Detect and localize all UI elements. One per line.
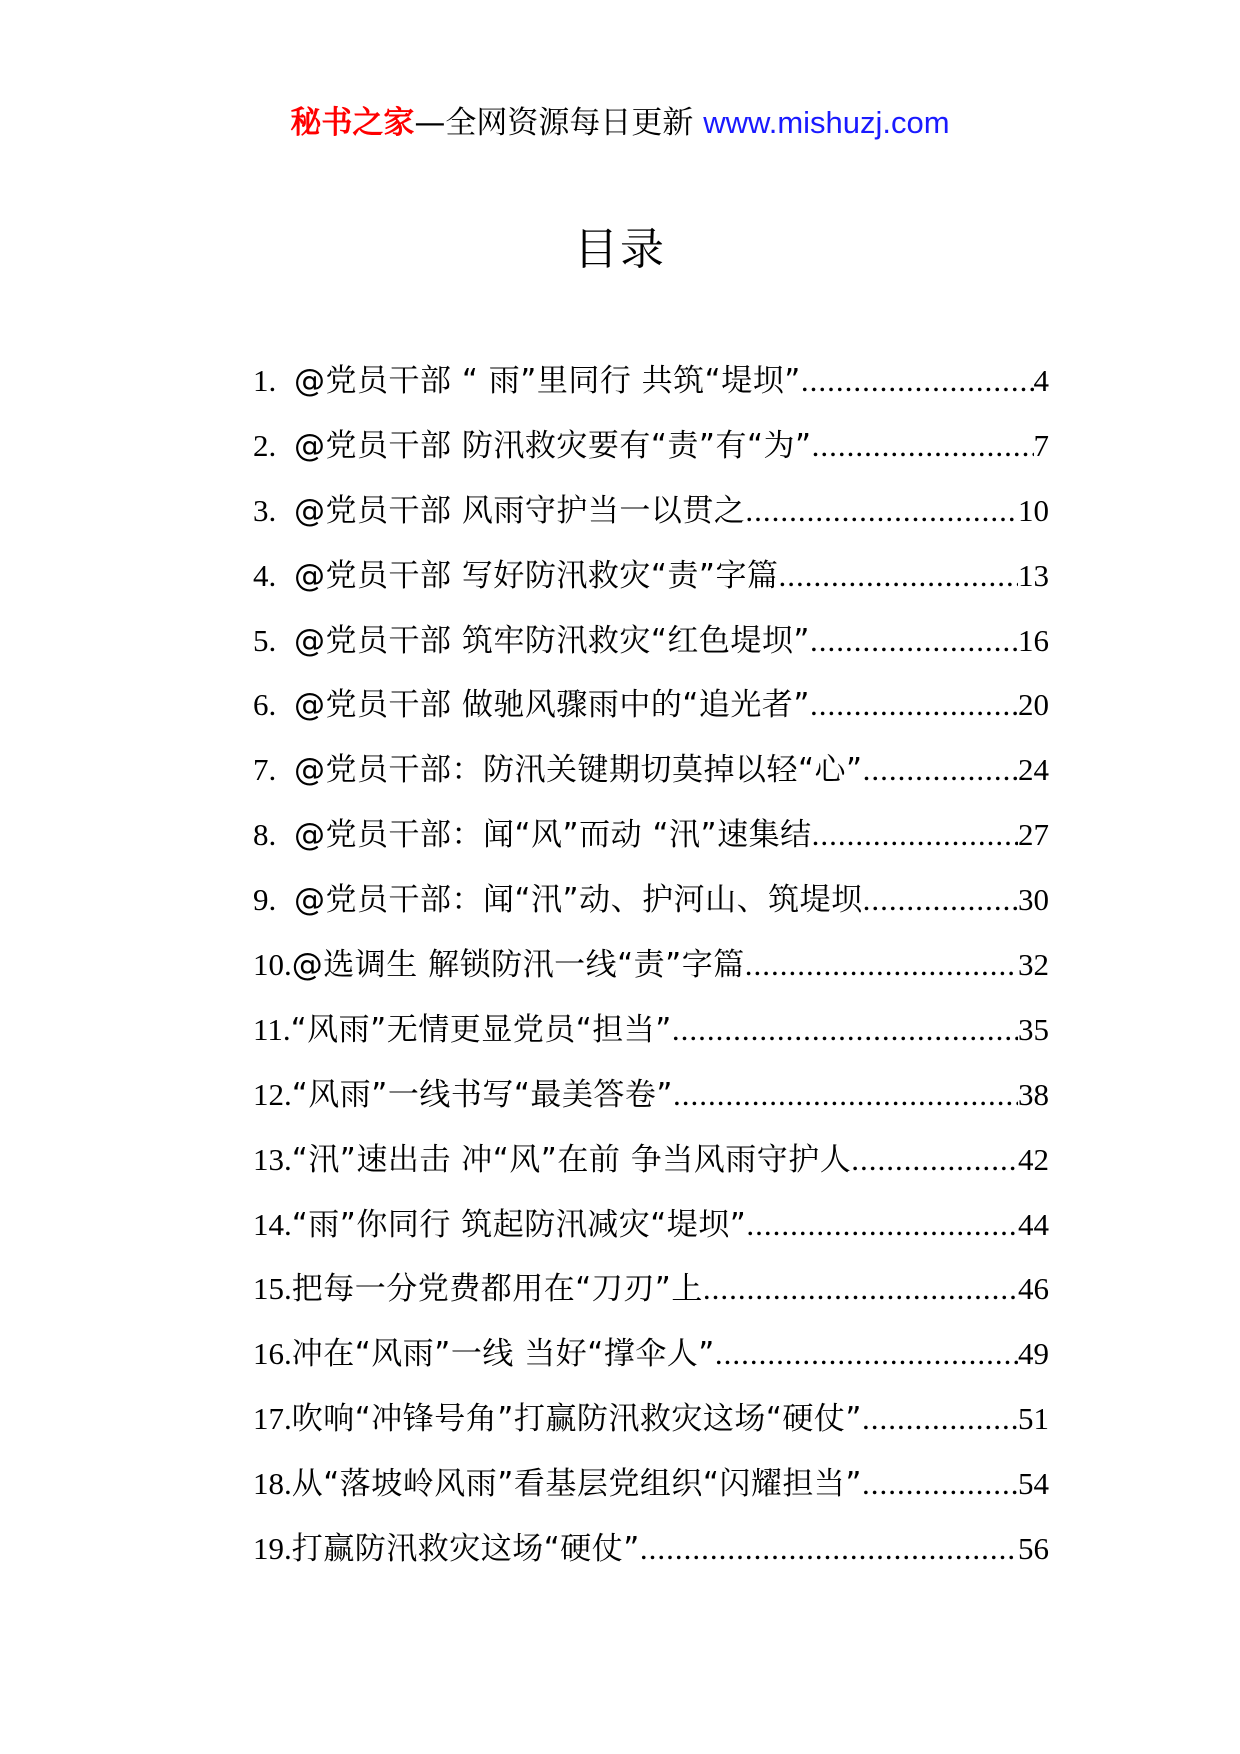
toc-entry-number: 7. [253, 752, 277, 788]
toc-entry-number: 2. [253, 427, 277, 463]
toc-dot-leader [672, 1007, 1018, 1053]
toc-entry-title: @党员干部：防汛关键期切莫掉以轻“心” [294, 752, 863, 789]
toc-entry-page: 56 [1018, 1531, 1049, 1567]
toc-entry-page: 13 [1018, 557, 1049, 593]
toc-entry[interactable] [253, 1461, 1049, 1526]
toc-entry-title: @党员干部 防汛救灾要有“责”有“为” [294, 427, 812, 464]
header-tagline: —全网资源每日更新 [414, 105, 694, 141]
toc-entry[interactable] [253, 358, 1049, 423]
toc-entry-page: 42 [1018, 1141, 1049, 1177]
toc-entry-title: 打赢防汛救灾这场“硬仗” [291, 1531, 640, 1568]
toc-entry-number: 5. [253, 622, 277, 658]
toc-entry-page: 7 [1033, 427, 1049, 463]
toc-entry-page: 16 [1018, 622, 1049, 658]
toc-entry[interactable] [253, 812, 1049, 877]
toc-entry-number: 1. [253, 363, 277, 398]
toc-entry-title: 把每一分党费都用在“刀刃”上 [291, 1271, 703, 1308]
toc-entry-page: 54 [1018, 1466, 1049, 1502]
toc-entry-title: @党员干部 筑牢防汛救灾“红色堤坝” [294, 622, 810, 659]
toc-dot-leader [851, 1137, 1018, 1183]
toc-entry-page: 46 [1018, 1271, 1049, 1307]
toc-dot-leader [863, 877, 1018, 923]
toc-entry-number: 17. [253, 1401, 292, 1437]
toc-entry-page: 24 [1018, 752, 1049, 788]
brand-name: 秘书之家 [290, 105, 415, 141]
toc-entry-page: 51 [1018, 1401, 1049, 1437]
toc-entry[interactable] [253, 1331, 1049, 1396]
toc-entry-title: “汛”速出击 冲“风”在前 争当风雨守护人 [291, 1141, 852, 1178]
toc-entry[interactable] [253, 553, 1049, 618]
page-title: 目录 [574, 224, 666, 275]
toc-entry-title: @党员干部 写好防汛救灾“责”字篇 [294, 557, 779, 594]
toc-dot-leader [673, 1072, 1018, 1118]
toc-entry-number: 10. [253, 947, 292, 983]
toc-dot-leader [862, 1461, 1018, 1507]
toc-dot-leader [863, 747, 1018, 793]
toc-entry-number: 16. [253, 1336, 292, 1372]
toc-entry-page: 35 [1018, 1011, 1049, 1047]
toc-dot-leader [812, 423, 1034, 469]
toc-dot-leader [778, 553, 1018, 599]
toc-entry-number: 14. [253, 1206, 292, 1242]
toc-entry-title: 冲在“风雨”一线 当好“撑伞人” [291, 1336, 715, 1373]
toc-entry-page: 44 [1018, 1206, 1049, 1242]
toc-entry-number: 19. [253, 1531, 292, 1567]
toc-entry-number: 9. [253, 882, 277, 918]
toc-entry-page: 30 [1018, 882, 1049, 918]
toc-entry[interactable] [253, 1526, 1049, 1591]
toc-entry-title: 吹响“冲锋号角”打赢防汛救灾这场“硬仗” [291, 1401, 862, 1438]
toc-dot-leader [745, 942, 1018, 988]
toc-dot-leader [810, 618, 1018, 664]
toc-entry-page: 27 [1018, 817, 1049, 853]
toc-entry-number: 8. [253, 817, 277, 853]
table-of-contents [253, 358, 1049, 1591]
toc-dot-leader [715, 1331, 1018, 1377]
toc-entry-number: 15. [253, 1271, 292, 1307]
toc-dot-leader [810, 682, 1018, 728]
site-header [0, 100, 1240, 146]
toc-dot-leader [703, 1266, 1018, 1312]
toc-entry-page: 10 [1018, 492, 1049, 528]
toc-entry[interactable] [253, 423, 1049, 488]
toc-entry-title: “雨”你同行 筑起防汛减灾“堤坝” [291, 1206, 747, 1243]
toc-entry-title: @党员干部 做驰风骤雨中的“追光者” [294, 687, 810, 724]
toc-entry-page: 38 [1018, 1076, 1049, 1112]
toc-entry[interactable] [253, 1396, 1049, 1461]
toc-entry[interactable] [253, 942, 1049, 1007]
toc-entry-number: 12. [253, 1076, 292, 1112]
toc-entry-page: 20 [1018, 687, 1049, 723]
toc-entry-title: @党员干部 “ 雨”里同行 共筑“堤坝” [294, 363, 801, 399]
toc-entry-number: 18. [253, 1466, 292, 1502]
toc-entry-page: 4 [1033, 363, 1049, 398]
toc-entry-number: 11. [253, 1011, 291, 1047]
toc-dot-leader [801, 358, 1034, 404]
toc-entry[interactable] [253, 682, 1049, 747]
toc-entry[interactable] [253, 747, 1049, 812]
toc-entry[interactable] [253, 1072, 1049, 1137]
toc-entry[interactable] [253, 488, 1049, 553]
toc-entry-title: “风雨”无情更显党员“担当” [290, 1011, 672, 1048]
toc-entry[interactable] [253, 1202, 1049, 1267]
toc-entry-title: “风雨”一线书写“最美答卷” [291, 1076, 673, 1113]
toc-entry-page: 49 [1018, 1336, 1049, 1372]
toc-entry-number: 13. [253, 1141, 292, 1177]
toc-dot-leader [746, 1202, 1018, 1248]
toc-entry-title: 从“落坡岭风雨”看基层党组织“闪耀担当” [291, 1466, 862, 1503]
toc-entry-title: @党员干部 风雨守护当一以贯之 [294, 492, 746, 529]
toc-dot-leader [640, 1526, 1018, 1572]
site-url-link[interactable]: www.mishuzj.com [703, 105, 950, 140]
toc-entry[interactable] [253, 1266, 1049, 1331]
toc-entry[interactable] [253, 618, 1049, 683]
toc-entry[interactable] [253, 1007, 1049, 1072]
toc-dot-leader [862, 1396, 1018, 1442]
toc-dot-leader [812, 812, 1018, 858]
toc-entry-page: 32 [1018, 947, 1049, 983]
toc-entry-number: 4. [253, 557, 277, 593]
toc-dot-leader [745, 488, 1018, 534]
toc-entry[interactable] [253, 1137, 1049, 1202]
toc-entry-title: @选调生 解锁防汛一线“责”字篇 [291, 947, 745, 984]
toc-entry-title: @党员干部：闻“汛”动、护河山、筑堤坝 [294, 882, 863, 919]
toc-entry-title: @党员干部：闻“风”而动 “汛”速集结 [294, 817, 812, 854]
toc-entry[interactable] [253, 877, 1049, 942]
toc-entry-number: 6. [253, 687, 277, 723]
toc-entry-number: 3. [253, 492, 277, 528]
